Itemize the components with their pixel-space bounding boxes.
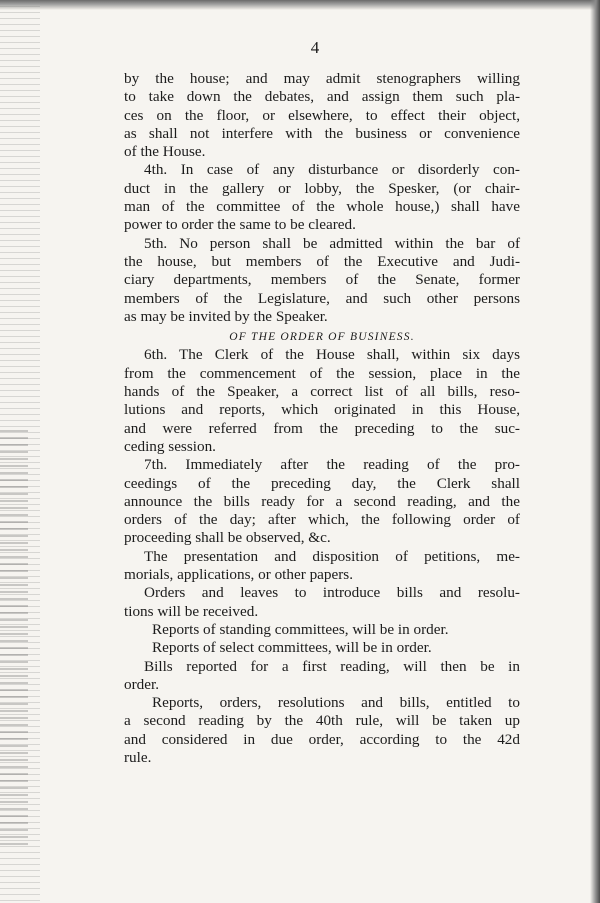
text-line: 5th. No person shall be admitted within the bar of	[144, 234, 520, 252]
text-line: of the House.	[124, 143, 206, 161]
text-line: lutions and reports, which originated in this House,	[124, 401, 520, 419]
text-line: orders of the day; after which, the following order of	[124, 511, 520, 529]
text-line: man of the committee of the whole house,) shall have	[124, 198, 520, 216]
text-line: by the house; and may admit stenographers willing	[124, 70, 520, 87]
page-number: 4	[310, 38, 320, 57]
text-line: as may be invited by the Speaker.	[124, 307, 328, 325]
text-line: hands of the Speaker, a correct list of all bills, reso-	[124, 383, 520, 401]
section-heading: OF THE ORDER OF BUSINESS.	[229, 331, 415, 344]
text-line: Reports of standing committees, will be in order.	[152, 620, 449, 638]
text-line: as shall not interfere with the business or convenience	[124, 124, 520, 142]
text-line: Orders and leaves to introduce bills and resolu-	[144, 584, 520, 602]
text-line: morials, applications, or other papers.	[124, 566, 354, 584]
text-line: to take down the debates, and assign them such pla-	[124, 88, 520, 106]
scan-edge-right	[590, 0, 600, 903]
text-line: and considered in due order, according to the 42d	[124, 730, 520, 748]
text-line: members of the Legislature, and such other persons	[124, 289, 520, 307]
text-line: ceedings of the preceding day, the Clerk shall	[124, 474, 520, 492]
text-line: ces on the floor, or elsewhere, to effect their object,	[124, 106, 520, 124]
text-line: 6th. The Clerk of the House shall, within six days	[144, 346, 520, 364]
text-line: Reports of select committees, will be in order.	[152, 639, 432, 657]
text-line: announce the bills ready for a second reading, and the	[124, 492, 520, 510]
text-line: and were referred from the preceding to the suc-	[124, 419, 520, 437]
text-line: The presentation and disposition of petitions, me-	[144, 547, 520, 565]
text-line: from the commencement of the session, place in the	[124, 364, 520, 382]
text-line: ceding session.	[124, 437, 216, 455]
text-line: order.	[124, 675, 160, 693]
text-line: the house, but members of the Executive and Judi-	[124, 252, 520, 270]
scan-binding-shadow	[0, 430, 28, 850]
text-line: 4th. In case of any disturbance or disorderly con-	[144, 161, 520, 179]
scan-edge-top	[0, 0, 600, 10]
text-line: ciary departments, members of the Senate, former	[124, 271, 520, 289]
text-line: duct in the gallery or lobby, the Spesker, (or chair-	[124, 179, 520, 197]
text-line: 7th. Immediately after the reading of the pro-	[144, 456, 520, 474]
page-text	[124, 70, 520, 767]
text-line: rule.	[124, 748, 152, 766]
text-line: Reports, orders, resolutions and bills, entitled to	[152, 694, 520, 712]
text-line: tions will be received.	[124, 602, 259, 620]
text-line: power to order the same to be cleared.	[124, 216, 356, 234]
text-line: proceeding shall be observed, &c.	[124, 529, 331, 547]
text-line: a second reading by the 40th rule, will be taken up	[124, 712, 520, 730]
text-line: Bills reported for a first reading, will then be in	[144, 657, 520, 675]
